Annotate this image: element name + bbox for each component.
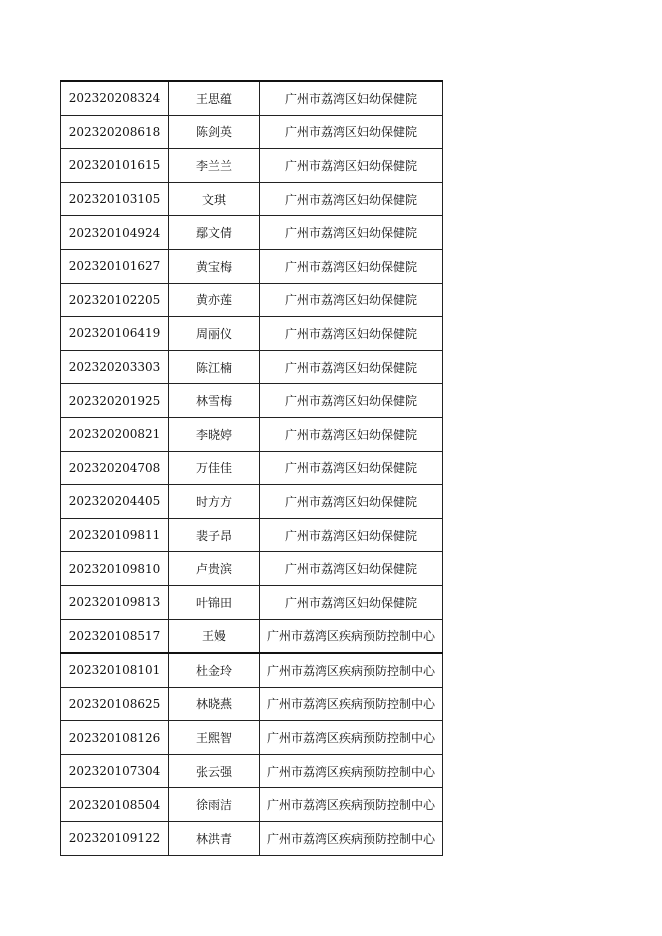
cell-name: 林晓燕	[169, 687, 260, 721]
cell-name: 林雪梅	[169, 384, 260, 418]
cell-name: 周丽仪	[169, 317, 260, 351]
roster-table-body	[61, 81, 443, 855]
cell-org: 广州市荔湾区疾病预防控制中心	[260, 687, 443, 721]
table-row	[61, 518, 443, 552]
cell-name: 王思蕴	[169, 81, 260, 115]
cell-org: 广州市荔湾区妇幼保健院	[260, 182, 443, 216]
cell-org: 广州市荔湾区妇幼保健院	[260, 81, 443, 115]
cell-org: 广州市荔湾区妇幼保健院	[260, 249, 443, 283]
table-row	[61, 216, 443, 250]
cell-id: 202320203303	[61, 350, 169, 384]
cell-name: 王嫚	[169, 619, 260, 653]
cell-name: 杜金玲	[169, 653, 260, 687]
cell-id: 202320101627	[61, 249, 169, 283]
cell-org: 广州市荔湾区妇幼保健院	[260, 518, 443, 552]
cell-name: 裴子昂	[169, 518, 260, 552]
table-row	[61, 182, 443, 216]
table-row	[61, 754, 443, 788]
cell-org: 广州市荔湾区疾病预防控制中心	[260, 653, 443, 687]
cell-id: 202320104924	[61, 216, 169, 250]
cell-org: 广州市荔湾区妇幼保健院	[260, 283, 443, 317]
table-row	[61, 249, 443, 283]
cell-id: 202320200821	[61, 417, 169, 451]
table-row	[61, 115, 443, 149]
cell-org: 广州市荔湾区疾病预防控制中心	[260, 754, 443, 788]
cell-org: 广州市荔湾区妇幼保健院	[260, 317, 443, 351]
cell-name: 黄宝梅	[169, 249, 260, 283]
cell-id: 202320106419	[61, 317, 169, 351]
table-row	[61, 788, 443, 822]
cell-org: 广州市荔湾区妇幼保健院	[260, 384, 443, 418]
table-row	[61, 384, 443, 418]
table-row	[61, 822, 443, 856]
cell-org: 广州市荔湾区妇幼保健院	[260, 451, 443, 485]
table-row	[61, 451, 443, 485]
cell-org: 广州市荔湾区妇幼保健院	[260, 417, 443, 451]
cell-org: 广州市荔湾区妇幼保健院	[260, 350, 443, 384]
cell-name: 陈剑英	[169, 115, 260, 149]
table-row	[61, 653, 443, 687]
table-row	[61, 317, 443, 351]
cell-org: 广州市荔湾区妇幼保健院	[260, 552, 443, 586]
cell-id: 202320107304	[61, 754, 169, 788]
cell-name: 文琪	[169, 182, 260, 216]
table-row	[61, 687, 443, 721]
cell-org: 广州市荔湾区疾病预防控制中心	[260, 822, 443, 856]
cell-id: 202320102205	[61, 283, 169, 317]
table-row	[61, 585, 443, 619]
cell-name: 李兰兰	[169, 149, 260, 183]
cell-id: 202320109122	[61, 822, 169, 856]
cell-org: 广州市荔湾区妇幼保健院	[260, 115, 443, 149]
cell-id: 202320109810	[61, 552, 169, 586]
cell-org: 广州市荔湾区妇幼保健院	[260, 216, 443, 250]
cell-name: 万佳佳	[169, 451, 260, 485]
table-row	[61, 417, 443, 451]
cell-id: 202320208618	[61, 115, 169, 149]
cell-id: 202320109811	[61, 518, 169, 552]
cell-name: 卢贵滨	[169, 552, 260, 586]
cell-name: 林洪青	[169, 822, 260, 856]
cell-id: 202320108126	[61, 721, 169, 755]
cell-name: 时方方	[169, 485, 260, 519]
cell-name: 李晓婷	[169, 417, 260, 451]
cell-org: 广州市荔湾区疾病预防控制中心	[260, 619, 443, 653]
table-row	[61, 350, 443, 384]
cell-id: 202320204405	[61, 485, 169, 519]
cell-org: 广州市荔湾区疾病预防控制中心	[260, 788, 443, 822]
cell-org: 广州市荔湾区疾病预防控制中心	[260, 721, 443, 755]
table-row	[61, 485, 443, 519]
cell-org: 广州市荔湾区妇幼保健院	[260, 485, 443, 519]
table-row	[61, 81, 443, 115]
cell-name: 张云强	[169, 754, 260, 788]
cell-org: 广州市荔湾区妇幼保健院	[260, 149, 443, 183]
cell-id: 202320101615	[61, 149, 169, 183]
cell-id: 202320103105	[61, 182, 169, 216]
cell-name: 王熙智	[169, 721, 260, 755]
cell-id: 202320208324	[61, 81, 169, 115]
cell-id: 202320108625	[61, 687, 169, 721]
cell-id: 202320109813	[61, 585, 169, 619]
table-row	[61, 721, 443, 755]
cell-id: 202320204708	[61, 451, 169, 485]
cell-id: 202320108504	[61, 788, 169, 822]
cell-name: 叶锦田	[169, 585, 260, 619]
table-row	[61, 552, 443, 586]
cell-id: 202320108101	[61, 653, 169, 687]
table-row	[61, 619, 443, 653]
cell-name: 陈江楠	[169, 350, 260, 384]
roster-table	[60, 80, 443, 856]
cell-org: 广州市荔湾区妇幼保健院	[260, 585, 443, 619]
cell-name: 鄢文倩	[169, 216, 260, 250]
cell-name: 黄亦莲	[169, 283, 260, 317]
cell-id: 202320108517	[61, 619, 169, 653]
cell-id: 202320201925	[61, 384, 169, 418]
cell-name: 徐雨洁	[169, 788, 260, 822]
table-row	[61, 283, 443, 317]
table-row	[61, 149, 443, 183]
